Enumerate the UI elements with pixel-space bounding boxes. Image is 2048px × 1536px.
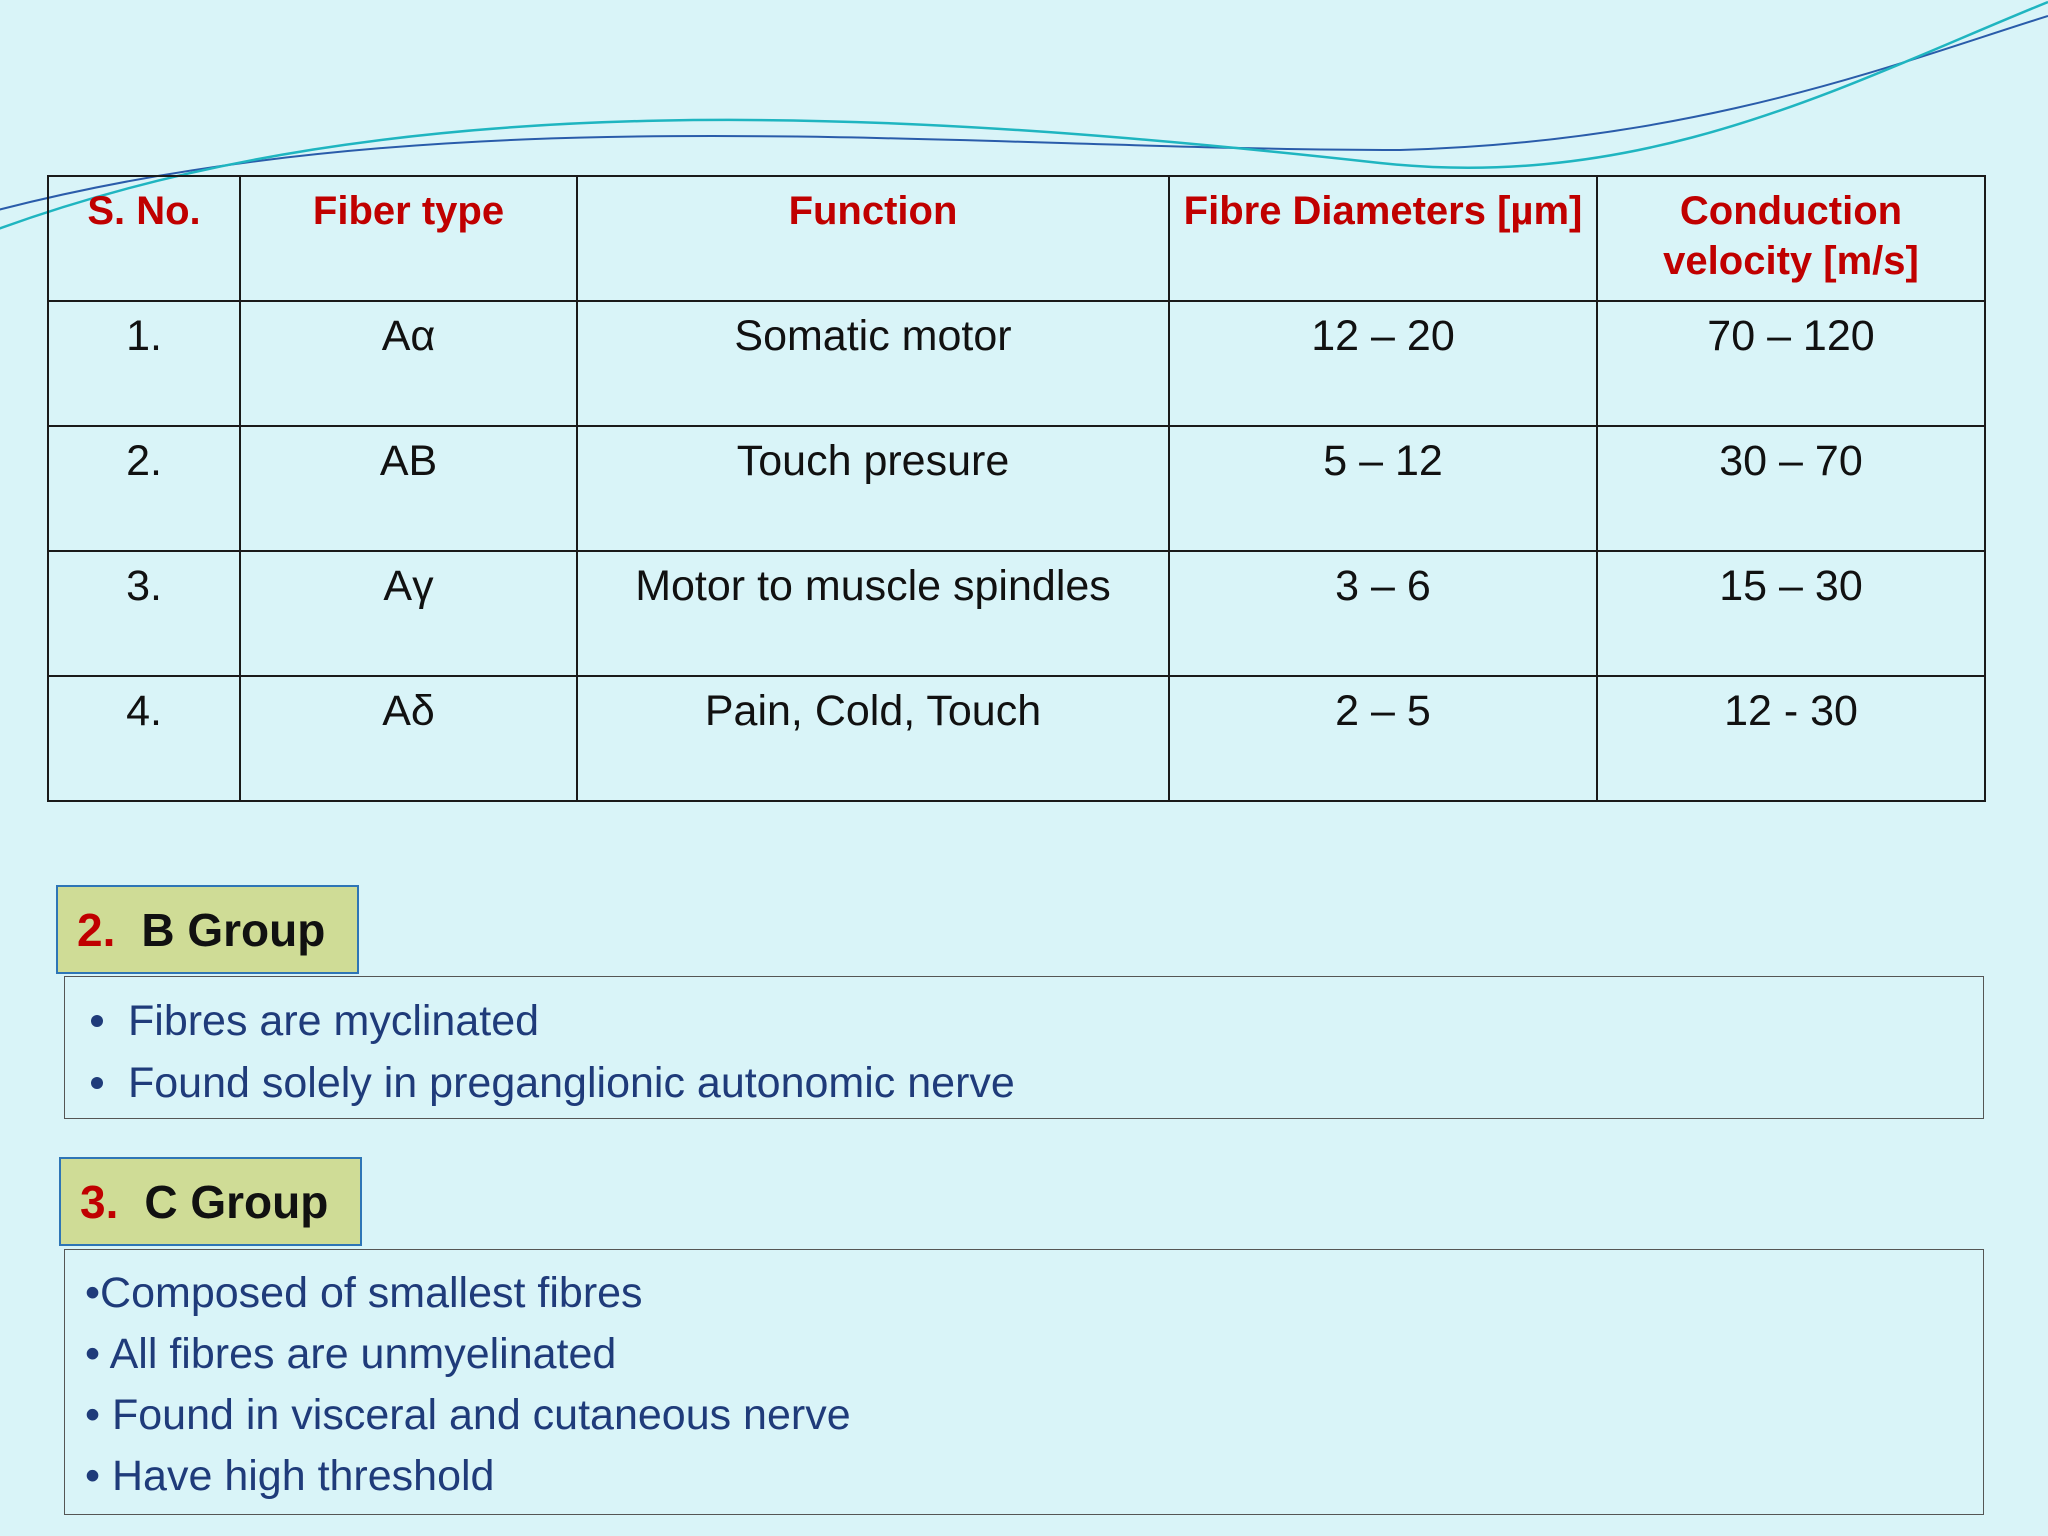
b-group-list xyxy=(64,976,1984,1119)
cell-function: Somatic motor xyxy=(577,301,1169,426)
header-fibre-diameters: Fibre Diameters [µm] xyxy=(1169,176,1597,301)
table-row xyxy=(48,551,1985,676)
cell-serial-number: 4. xyxy=(48,676,240,801)
header-serial-number: S. No. xyxy=(48,176,240,301)
cell-function: Motor to muscle spindles xyxy=(577,551,1169,676)
list-item-text: Found solely in preganglionic autonomic nerve xyxy=(128,1059,1015,1107)
cell-fibre-diameter: 2 – 5 xyxy=(1169,676,1597,801)
cell-fibre-diameter: 5 – 12 xyxy=(1169,426,1597,551)
b-group-heading xyxy=(56,885,359,974)
table-header-row xyxy=(48,176,1985,301)
table-row xyxy=(48,426,1985,551)
cell-fiber-type: Aδ xyxy=(240,676,577,801)
cell-conduction-velocity: 30 – 70 xyxy=(1597,426,1985,551)
header-function: Function xyxy=(577,176,1169,301)
header-conduction-velocity: Conduction velocity [m/s] xyxy=(1597,176,1985,301)
list-item xyxy=(65,1052,1983,1114)
b-group-number: 2. xyxy=(77,903,116,956)
table-row xyxy=(48,301,1985,426)
c-group-heading xyxy=(59,1157,362,1246)
cell-fibre-diameter: 12 – 20 xyxy=(1169,301,1597,426)
c-group-list xyxy=(64,1249,1984,1515)
list-item: • Have high threshold xyxy=(85,1452,495,1500)
cell-function: Pain, Cold, Touch xyxy=(577,676,1169,801)
c-group-number: 3. xyxy=(80,1175,119,1228)
list-item: • Found in visceral and cutaneous nerve xyxy=(85,1391,851,1439)
cell-serial-number: 1. xyxy=(48,301,240,426)
list-item-text: Fibres are myclinated xyxy=(128,997,540,1045)
cell-fiber-type: AB xyxy=(240,426,577,551)
cell-fiber-type: Aγ xyxy=(240,551,577,676)
bullet-icon xyxy=(91,1015,103,1027)
cell-conduction-velocity: 12 - 30 xyxy=(1597,676,1985,801)
list-item xyxy=(65,990,1983,1052)
c-group-title: C Group xyxy=(144,1175,329,1228)
cell-serial-number: 3. xyxy=(48,551,240,676)
b-group-title: B Group xyxy=(141,903,326,956)
header-fiber-type: Fiber type xyxy=(240,176,577,301)
bullet-icon xyxy=(91,1077,103,1089)
cell-fiber-type: Aα xyxy=(240,301,577,426)
list-item: • All fibres are unmyelinated xyxy=(85,1330,617,1378)
cell-conduction-velocity: 70 – 120 xyxy=(1597,301,1985,426)
table-row xyxy=(48,676,1985,801)
list-item: •Composed of smallest fibres xyxy=(85,1269,643,1317)
cell-fibre-diameter: 3 – 6 xyxy=(1169,551,1597,676)
cell-conduction-velocity: 15 – 30 xyxy=(1597,551,1985,676)
cell-function: Touch presure xyxy=(577,426,1169,551)
fiber-classification-table xyxy=(47,175,1986,802)
cell-serial-number: 2. xyxy=(48,426,240,551)
